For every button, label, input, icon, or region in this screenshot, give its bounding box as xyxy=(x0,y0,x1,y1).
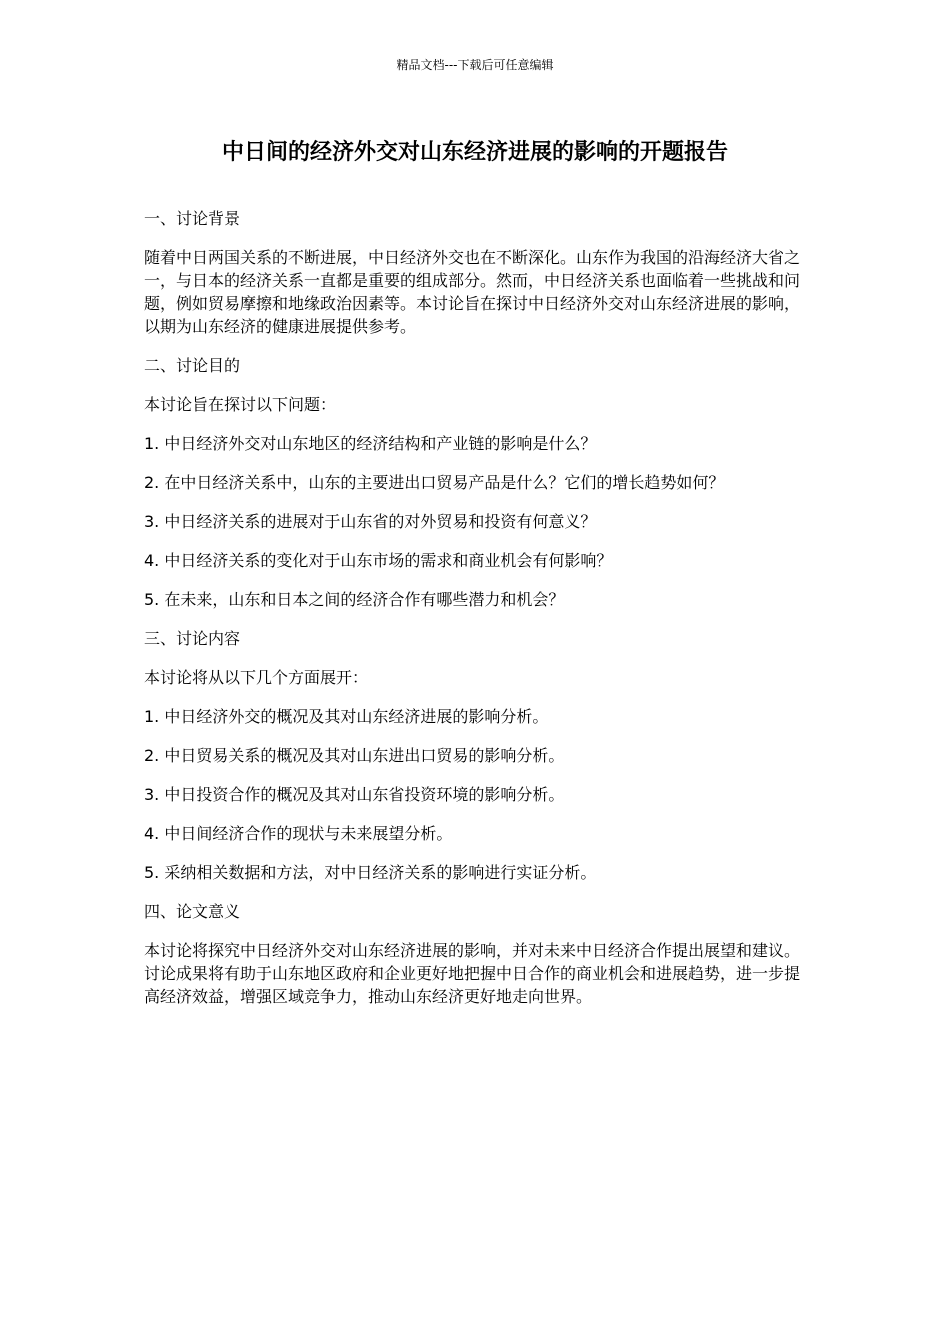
section-heading-background: 一、讨论背景 xyxy=(144,209,241,228)
purpose-item: 2. 在中日经济关系中，山东的主要进出口贸易产品是什么？它们的增长趋势如何？ xyxy=(144,473,725,492)
section-heading-significance: 四、论文意义 xyxy=(144,902,241,921)
content-item: 3. 中日投资合作的概况及其对山东省投资环境的影响分析。 xyxy=(144,785,565,804)
document-body xyxy=(144,207,800,1024)
section-heading-purpose: 二、讨论目的 xyxy=(144,356,241,375)
content-intro: 本讨论将从以下几个方面展开： xyxy=(144,668,369,687)
purpose-item: 3. 中日经济关系的进展对于山东省的对外贸易和投资有何意义？ xyxy=(144,512,597,531)
header-note: 精品文档---下载后可任意编辑 xyxy=(396,58,554,72)
document-title: 中日间的经济外交对山东经济进展的影响的开题报告 xyxy=(221,140,728,165)
content-item: 1. 中日经济外交的概况及其对山东经济进展的影响分析。 xyxy=(144,707,549,726)
content-item: 4. 中日间经济合作的现状与未来展望分析。 xyxy=(144,824,453,843)
content-item: 5. 采纳相关数据和方法，对中日经济关系的影响进行实证分析。 xyxy=(144,863,597,882)
section-heading-content: 三、讨论内容 xyxy=(144,629,241,648)
purpose-item: 4. 中日经济关系的变化对于山东市场的需求和商业机会有何影响？ xyxy=(144,551,613,570)
purpose-item: 1. 中日经济外交对山东地区的经济结构和产业链的影响是什么？ xyxy=(144,434,597,453)
significance-paragraph: 本讨论将探究中日经济外交对山东经济进展的影响，并对未来中日经济合作提出展望和建议。讨论成果将有助于山东地区政府和企业更好地把握中日合作的商业机会和进展趋势，进一步提高经济效益，增强区域竞争力，推动山东经济更好地走向世界。 xyxy=(144,941,801,1006)
background-paragraph: 随着中日两国关系的不断进展，中日经济外交也在不断深化。山东作为我国的沿海经济大省之一，与日本的经济关系一直都是重要的组成部分。然而，中日经济关系也面临着一些挑战和问题，例如贸易摩擦和地缘政治因素等。本讨论旨在探讨中日经济外交对山东经济进展的影响，以期为山东经济的健康进展提供参考。 xyxy=(144,248,801,336)
content-item: 2. 中日贸易关系的概况及其对山东进出口贸易的影响分析。 xyxy=(144,746,565,765)
purpose-item: 5. 在未来，山东和日本之间的经济合作有哪些潜力和机会？ xyxy=(144,590,565,609)
purpose-intro: 本讨论旨在探讨以下问题： xyxy=(144,395,337,414)
